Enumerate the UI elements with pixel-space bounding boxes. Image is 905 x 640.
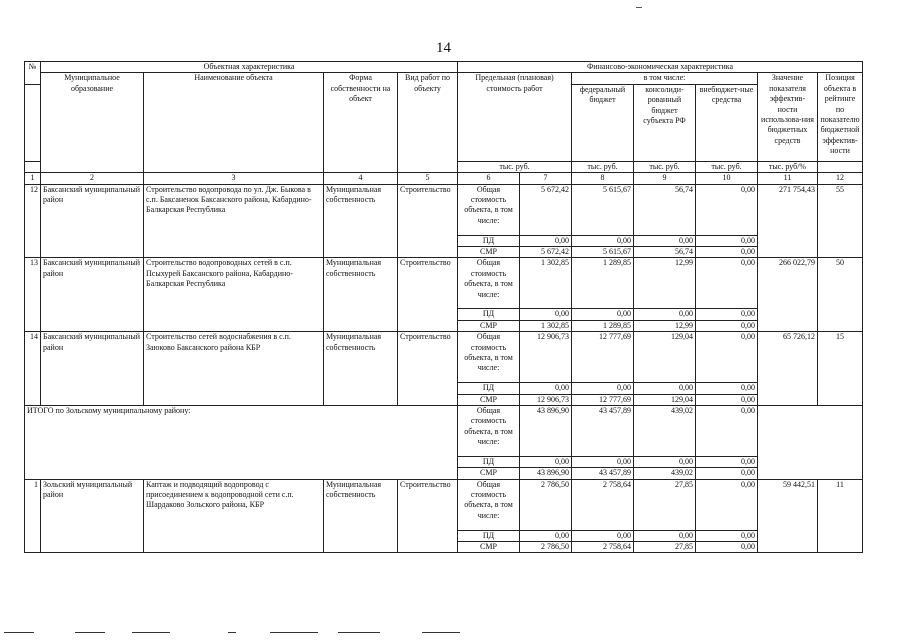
total-value: 0,00 [696, 405, 758, 456]
col-number: 3 [144, 173, 324, 184]
pd-label: ПД [458, 456, 520, 467]
ownership-cell: Муниципальная собственность [324, 332, 398, 406]
pd-value: 0,00 [572, 235, 634, 246]
total-value: 12,99 [634, 258, 696, 309]
object-name-cell: Строительство водопровода по ул. Дж. Быкова в с.п. Баксаненок Баксанского района, Кабардино-Балкарская Республика [144, 184, 324, 258]
pd-value: 0,00 [520, 383, 572, 394]
smr-value: 0,00 [696, 468, 758, 479]
col-number: 12 [818, 173, 863, 184]
work-type-cell: Строительство [398, 184, 458, 258]
row-number: 14 [25, 332, 41, 406]
rating-cell: 55 [818, 184, 863, 258]
total-value: 0,00 [696, 332, 758, 383]
rating-cell: 15 [818, 332, 863, 406]
header-work-type: Вид работ по объекту [398, 73, 458, 173]
rating-cell: 50 [818, 258, 863, 332]
row-number: 13 [25, 258, 41, 332]
ownership-cell: Муниципальная собственность [324, 479, 398, 553]
total-value: 27,85 [634, 479, 696, 530]
pd-value: 0,00 [572, 530, 634, 541]
unit-extra: тыс. руб. [696, 161, 758, 172]
pd-value: 0,00 [696, 309, 758, 320]
row-number: 1 [25, 479, 41, 553]
total-value: 1 289,85 [572, 258, 634, 309]
pd-value: 0,00 [696, 456, 758, 467]
total-value: 5 615,67 [572, 184, 634, 235]
pd-value: 0,00 [572, 383, 634, 394]
total-label: ИТОГО по Зольскому муниципальному району: [25, 405, 458, 479]
pd-value: 0,00 [634, 530, 696, 541]
efficiency-cell: 65 726,12 [758, 332, 818, 406]
total-value: 56,74 [634, 184, 696, 235]
municipality-cell: Баксанский муниципальный район [41, 332, 144, 406]
page-number: 14 [436, 40, 451, 56]
col-number: 2 [41, 173, 144, 184]
pd-value: 0,00 [520, 530, 572, 541]
smr-value: 12 777,69 [572, 394, 634, 405]
ownership-cell: Муниципальная собственность [324, 258, 398, 332]
smr-label: СМР [458, 542, 520, 553]
smr-value: 1 302,85 [520, 320, 572, 331]
pd-value: 0,00 [696, 530, 758, 541]
pd-label: ПД [458, 235, 520, 246]
municipality-cell: Зольский муниципальный район [41, 479, 144, 553]
smr-value: 5 672,42 [520, 246, 572, 257]
pd-value: 0,00 [634, 383, 696, 394]
pd-label: ПД [458, 530, 520, 541]
smr-label: СМР [458, 320, 520, 331]
smr-value: 27,85 [634, 542, 696, 553]
total-value: 43 457,89 [572, 405, 634, 456]
pd-value: 0,00 [520, 235, 572, 246]
efficiency-cell: 271 754,43 [758, 184, 818, 258]
pd-value: 0,00 [572, 309, 634, 320]
pd-value: 0,00 [696, 235, 758, 246]
col-number: 1 [25, 173, 41, 184]
total-value: 1 302,85 [520, 258, 572, 309]
total-cost-label: Общая стоимость объекта, в том числе: [458, 184, 520, 235]
pd-value: 0,00 [634, 235, 696, 246]
smr-value: 2 758,64 [572, 542, 634, 553]
pd-value: 0,00 [520, 456, 572, 467]
smr-value: 1 289,85 [572, 320, 634, 331]
total-value: 5 672,42 [520, 184, 572, 235]
total-value: 439,02 [634, 405, 696, 456]
col-number: 4 [324, 173, 398, 184]
col-number: 10 [696, 173, 758, 184]
col-number: 8 [572, 173, 634, 184]
smr-value: 0,00 [696, 246, 758, 257]
smr-value: 12,99 [634, 320, 696, 331]
header-planned-cost: Предельная (плановая) стоимость работ [458, 73, 572, 161]
smr-value: 129,04 [634, 394, 696, 405]
object-name-cell: Строительство водопроводных сетей в с.п. Псыхурей Баксанского района, Кабардино-Балкарская Республика [144, 258, 324, 332]
header-rating-position: Позиция объекта в рейтинге по показателю бюджетной эффектив-ности [818, 73, 863, 161]
ownership-cell: Муниципальная собственность [324, 184, 398, 258]
smr-value: 0,00 [696, 394, 758, 405]
smr-value: 0,00 [696, 320, 758, 331]
unit-rating-blank [818, 161, 863, 172]
total-value: 12 906,73 [520, 332, 572, 383]
header-no-blank [25, 84, 41, 161]
unit-efficiency: тыс. руб/% [758, 161, 818, 172]
header-municipality: Муниципальное образование [41, 73, 144, 173]
header-object-characteristic: Объектная характеристика [41, 62, 458, 73]
budget-table [24, 61, 863, 553]
total-value: 43 896,90 [520, 405, 572, 456]
pd-value: 0,00 [696, 383, 758, 394]
pd-value: 0,00 [634, 309, 696, 320]
total-cost-label: Общая стоимость объекта, в том числе: [458, 405, 520, 456]
efficiency-cell: 59 442,51 [758, 479, 818, 553]
smr-value: 56,74 [634, 246, 696, 257]
header-no: № [25, 62, 41, 85]
unit-planned-cost: тыс. руб. [458, 161, 572, 172]
smr-value: 2 786,50 [520, 542, 572, 553]
col-number: 5 [398, 173, 458, 184]
municipality-cell: Баксанский муниципальный район [41, 258, 144, 332]
unit-consolidated: тыс. руб. [634, 161, 696, 172]
work-type-cell: Строительство [398, 258, 458, 332]
col-number: 11 [758, 173, 818, 184]
pd-label: ПД [458, 383, 520, 394]
total-value: 2 758,64 [572, 479, 634, 530]
pd-value: 0,00 [634, 456, 696, 467]
total-cost-label: Общая стоимость объекта, в том числе: [458, 479, 520, 530]
efficiency-cell: 266 022,79 [758, 258, 818, 332]
header-including: в том числе: [572, 73, 758, 84]
work-type-cell: Строительство [398, 479, 458, 553]
municipality-cell: Баксанский муниципальный район [41, 184, 144, 258]
col-number: 7 [520, 173, 572, 184]
header-financial-characteristic: Финансово-экономическая характеристика [458, 62, 863, 73]
total-value: 129,04 [634, 332, 696, 383]
rating-cell: 11 [818, 479, 863, 553]
total-value: 0,00 [696, 479, 758, 530]
header-object-name: Наименование объекта [144, 73, 324, 173]
smr-value: 43 896,90 [520, 468, 572, 479]
top-mark [636, 7, 642, 8]
smr-value: 5 615,67 [572, 246, 634, 257]
object-name-cell: Строительство сетей водоснабжения в с.п. Заюково Баксанского района КБР [144, 332, 324, 406]
header-federal-budget: федеральный бюджет [572, 84, 634, 161]
pd-label: ПД [458, 309, 520, 320]
total-value: 0,00 [696, 184, 758, 235]
smr-value: 43 457,89 [572, 468, 634, 479]
pd-value: 0,00 [572, 456, 634, 467]
smr-label: СМР [458, 394, 520, 405]
col-number: 9 [634, 173, 696, 184]
smr-value: 439,02 [634, 468, 696, 479]
total-value: 2 786,50 [520, 479, 572, 530]
pd-value: 0,00 [520, 309, 572, 320]
total-value: 12 777,69 [572, 332, 634, 383]
header-extra-budget: внебюджет-ные средства [696, 84, 758, 161]
unit-federal: тыс. руб. [572, 161, 634, 172]
header-efficiency-value: Значение показателя эффектив-ности использова-ния бюджетных средств [758, 73, 818, 161]
total-cost-label: Общая стоимость объекта, в том числе: [458, 332, 520, 383]
row-number: 12 [25, 184, 41, 258]
smr-label: СМР [458, 246, 520, 257]
bottom-rule-marks [0, 628, 905, 640]
object-name-cell: Каптаж и подводящий водопровод с присоединением к водопроводной сети с.п. Шардаково Зольского района, КБР [144, 479, 324, 553]
smr-value: 0,00 [696, 542, 758, 553]
total-value: 0,00 [696, 258, 758, 309]
total-blank [758, 405, 863, 479]
header-ownership-form: Форма собственности на объект [324, 73, 398, 173]
smr-label: СМР [458, 468, 520, 479]
total-cost-label: Общая стоимость объекта, в том числе: [458, 258, 520, 309]
work-type-cell: Строительство [398, 332, 458, 406]
header-no-blank-2 [25, 161, 41, 172]
header-consolidated-budget: консолиди-рованный бюджет субъекта РФ [634, 84, 696, 161]
smr-value: 12 906,73 [520, 394, 572, 405]
col-number: 6 [458, 173, 520, 184]
